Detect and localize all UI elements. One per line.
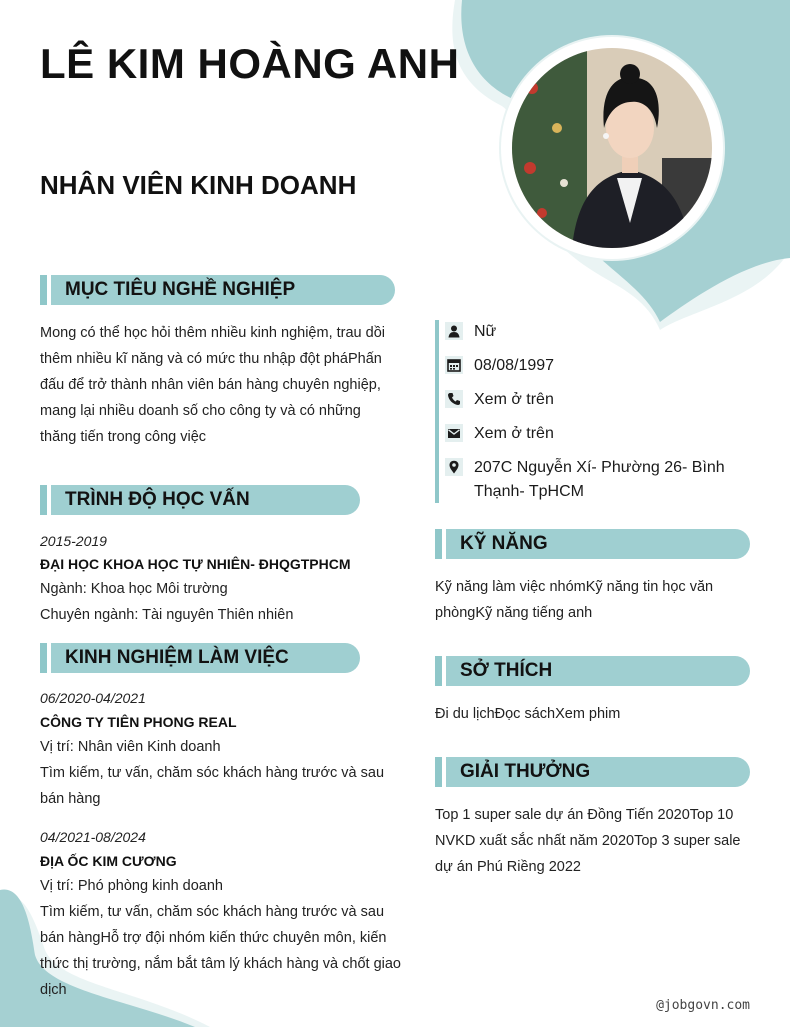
education-school: ĐẠI HỌC KHOA HỌC TỰ NHIÊN- ĐHQGTPHCM — [40, 556, 351, 572]
person-icon — [445, 322, 463, 340]
awards-text: Top 1 super sale dự án Đồng Tiến 2020Top 10 NVKD xuất sắc nhất năm 2020Top 3 super sale dự án Phú Riềng 2022 — [435, 807, 741, 875]
calendar-icon — [445, 356, 463, 374]
candidate-name: LÊ KIM HOÀNG ANH — [40, 40, 460, 87]
job-period: 06/2020-04/2021 — [40, 690, 146, 706]
contact-email — [445, 422, 755, 446]
job-company: ĐỊA ỐC KIM CƯƠNG — [40, 853, 177, 869]
job-period: 04/2021-08/2024 — [40, 829, 146, 845]
contact-birthday-value: 08/08/1997 — [474, 357, 555, 374]
awards-section-header — [435, 757, 750, 787]
contact-address-value: 207C Nguyễn Xí- Phường 26- Bình Thạnh- TpHCM — [474, 459, 725, 500]
location-pin-icon — [445, 458, 463, 476]
skills-heading: KỸ NĂNG — [446, 529, 750, 559]
education-major: Ngành: Khoa học Môi trường — [40, 581, 228, 597]
objective-heading: MỤC TIÊU NGHỀ NGHIỆP — [51, 275, 395, 305]
contact-accent-bar — [435, 320, 439, 503]
contact-gender — [445, 320, 755, 344]
hobbies-heading: SỞ THÍCH — [446, 656, 750, 686]
education-section-header — [40, 485, 360, 515]
education-specialization: Chuyên ngành: Tài nguyên Thiên nhiên — [40, 607, 294, 623]
contact-address — [445, 456, 755, 504]
job-company: CÔNG TY TIÊN PHONG REAL — [40, 714, 237, 730]
hobbies-text: Đi du lịchĐọc sáchXem phim — [435, 706, 621, 722]
profile-photo-frame — [501, 37, 723, 259]
objective-section-header — [40, 275, 395, 305]
experience-section-header — [40, 643, 360, 673]
education-period: 2015-2019 — [40, 533, 107, 549]
contact-phone-value: Xem ở trên — [474, 391, 554, 408]
phone-icon — [445, 390, 463, 408]
experience-heading: KINH NGHIỆM LÀM VIỆC — [51, 643, 360, 673]
job-title: NHÂN VIÊN KINH DOANH — [40, 170, 357, 200]
job-position: Vị trí: Nhân viên Kinh doanh — [40, 739, 221, 755]
contact-email-value: Xem ở trên — [474, 425, 554, 442]
mail-icon — [445, 424, 463, 442]
contact-phone — [445, 388, 755, 412]
job-description: Tìm kiếm, tư vấn, chăm sóc khách hàng trước và sau bán hàngHỗ trợ đội nhóm kiến thức chuyên môn, kiến thức thị trường, nắm bắt tâm lý khách hàng và chốt giao dịch — [40, 904, 401, 998]
profile-photo — [512, 48, 712, 248]
job-description: Tìm kiếm, tư vấn, chăm sóc khách hàng trước và sau bán hàng — [40, 765, 385, 807]
contact-birthday — [445, 354, 755, 378]
skills-text: Kỹ năng làm việc nhómKỹ năng tin học văn phòngKỹ năng tiếng anh — [435, 579, 714, 621]
job-position: Vị trí: Phó phòng kinh doanh — [40, 878, 223, 894]
education-heading: TRÌNH ĐỘ HỌC VẤN — [51, 485, 360, 515]
contact-gender-value: Nữ — [474, 323, 497, 340]
awards-heading: GIẢI THƯỞNG — [446, 757, 750, 787]
watermark: @jobgovn.com — [656, 998, 750, 1013]
hobbies-section-header — [435, 656, 750, 686]
objective-text: Mong có thể học hỏi thêm nhiều kinh nghiệm, trau dồi thêm nhiều kĩ năng và có mức thu nhập đột pháPhấn đấu để trở thành nhân viên bán hàng chuyên nghiệp, mang lại nhiều doanh số cho công ty và có những thăng tiến trong công việc — [40, 325, 385, 445]
skills-section-header — [435, 529, 750, 559]
